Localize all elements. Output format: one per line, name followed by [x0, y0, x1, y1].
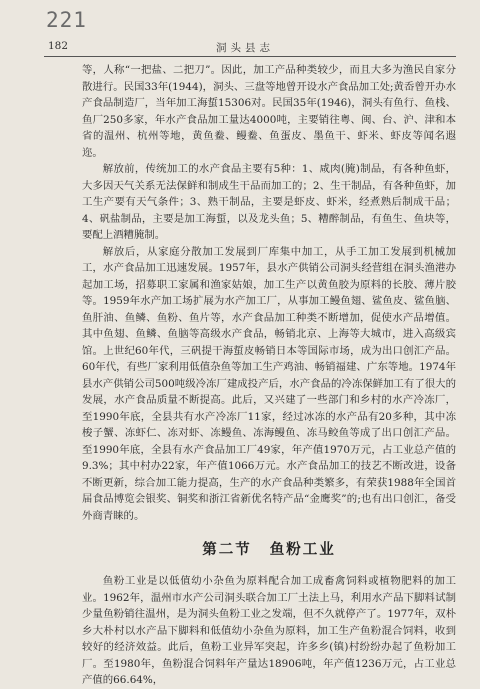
book-title: 洞头县志: [216, 42, 274, 54]
page-body: [82, 62, 456, 689]
header-rule: [44, 56, 456, 57]
section-heading: [82, 538, 456, 559]
page-header: [40, 40, 450, 54]
page-stamp: 221: [46, 8, 87, 32]
paragraph: 解放前，传统加工的水产食品主要有5种：1、咸肉(腌)制品，有各种鱼虾，大多因天气关系无法保鲜和制成生干品而加工的；2、生干制品，有各种鱼虾，加工生产要有天气条件；3、熟干制品，主要是虾皮、虾米，经煮熟后制成干品；4、矾盐制品，主要是加工海蜇，以及龙头鱼；5、糟醉制品，有鱼生、鱼块等，要配上酒糟腌制。: [82, 163, 456, 241]
paragraph: 鱼粉工业是以低值幼小杂鱼为原料配合加工成畜禽饲料或植物肥料的加工业。1962年，温州市水产公司洞头联合加工厂土法上马，利用水产品下脚料试制少量鱼粉销往温州，是为洞头鱼粉工业之发端，但不久就停产了。1977年，双朴乡大朴村以水产品下脚料和低值幼小杂鱼为原料，加工生产鱼粉混合饲料，收到较好的经济效益。此后，鱼粉工业异军突起，许多乡(镇)村纷纷办起了鱼粉加工厂。至1980年，鱼粉混合饲料年产量达18906吨，年产值1236万元，占工业总产值的66.64%，: [82, 575, 456, 686]
paragraph: 解放后，从家庭分散加工发展到厂库集中加工，从手工加工发展到机械加工，水产食品加工迅速发展。1957年，县水产供销公司洞头经营组在洞头渔港办起加工场，招募职工家属和渔家姑娘，加工生产以黄鱼胶为原料的长胶、薄片胶等。1959年水产加工场扩展为水产加工厂，从事加工鳗鱼翅、鲨鱼皮、鲨鱼脑、鱼肝油、鱼鳞、鱼粉、鱼片等，水产食品加工种类不断增加，促使水产品增值。其中鱼翅、鱼鳞、鱼脑等高级水产食品，畅销北京、上海等大城市，进入高级宾馆。上世纪60年代，三矾提干海蜇皮畅销日本等国际市场，成为出口创汇产品。60年代，有些厂家利用低值杂鱼等加工生产鸡油、畅销福建、广东等地。1974年县水产供销公司500吨级冷冻厂建成投产后，水产食品的冷冻保鲜加工有了很大的发展，水产食品质量不断提高。此后，又兴建了一些部门和乡村的水产冷冻厂，至1990年底，全县共有水产冷冻厂11家，经过冰冻的水产品有20多种，其中冻梭子蟹、冻虾仁、冻对虾、冻鳗鱼、冻海鳗鱼、冻马鲛鱼等成了出口创汇产品。至1990年底，全县有水产食品加工厂49家，年产值1970万元，占工业总产值的9.3%；其中村办22家，年产值1066万元。水产食品加工的技艺不断改进，设备不断更新，综合加工能力提高，生产的水产食品种类繁多，有荣获1988年全国首届食品博览会银奖、铜奖和浙江省新优名特产品“金鹰奖”的;也有出口创汇，备受外商青睐的。: [82, 245, 456, 522]
section-title: 鱼粉工业: [269, 541, 336, 558]
page-number: 182: [48, 40, 69, 52]
section-number: 第二节: [202, 541, 252, 558]
paragraph: 等，人称“一把盐、二把刀”。因此，加工产品种类较少，而且大多为渔民自家分散进行。民国33年(1944)，洞头、三盘等地曾开设水产食品加工处;黄岙曾开办水产食品制造厂，当年加工海蜇15306对。民国35年(1946)，洞头有鱼行、鱼栈、鱼厂250多家，年水产食品加工量达4000吨，主要销往粤、闽、台、沪、津和本省的温州、杭州等地，黄鱼鲞、鳗鲞、鱼蛋皮、墨鱼干、虾米、虾皮等闻名遐迩。: [82, 64, 456, 159]
